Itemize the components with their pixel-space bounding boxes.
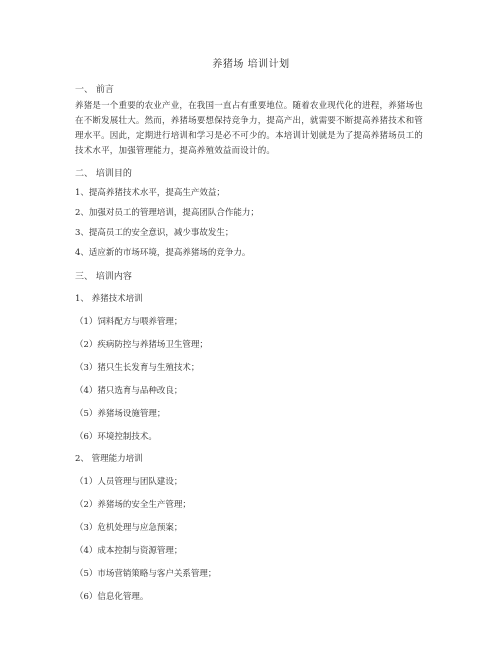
content-item: （4）猪只选育与品种改良；: [75, 386, 183, 396]
document-title: 养猪场 培训计划: [212, 59, 290, 70]
subsection-title-technical: 1、 养猪技术培训: [75, 294, 143, 304]
section-heading-preface: 一、 前言: [75, 85, 114, 95]
content-item: （6）环境控制技术。: [75, 432, 157, 442]
purpose-item: 3、提高员工的安全意识，减少事故发生；: [75, 228, 234, 238]
content-item: （3）危机处理与应急预案；: [75, 523, 183, 533]
preface-paragraph: 养猪是一个重要的农业产业，在我国一直占有重要地位。随着农业现代化的进程，养猪场也在不断发展壮大。然而，养猪场要想保持竞争力，提高产出，就需要不断提高养猪技术和管理水平。因此，定期进行培训和学习是必不可少的。本培训计划就是为了提高养猪场员工的技术水平，加强管理能力，提高养殖效益而设计的。: [75, 101, 424, 156]
section-heading-content: 三、 培训内容: [75, 272, 132, 282]
content-item: （6）信息化管理。: [75, 592, 149, 602]
content-item: （4）成本控制与资源管理；: [75, 546, 183, 556]
content-item: （1）饲料配方与喂养管理；: [75, 317, 183, 327]
content-item: （3）猪只生长发育与生殖技术；: [75, 363, 200, 373]
content-item: （2）养猪场的安全生产管理；: [75, 500, 191, 510]
content-item: （1）人员管理与团队建设；: [75, 477, 183, 487]
section-heading-purpose: 二、 培训目的: [75, 169, 132, 179]
content-item: （5）市场营销策略与客户关系管理；: [75, 569, 217, 579]
content-item: （2）疾病防控与养猪场卫生管理；: [75, 340, 208, 350]
purpose-item: 1、提高养猪技术水平，提高生产效益；: [75, 188, 225, 198]
content-item: （5）养猪场设施管理；: [75, 409, 166, 419]
purpose-item: 2、加强对员工的管理培训，提高团队合作能力；: [75, 208, 259, 218]
purpose-item: 4、适应新的市场环境，提高养猪场的竞争力。: [75, 248, 251, 258]
subsection-title-management: 2、 管理能力培训: [75, 454, 143, 464]
